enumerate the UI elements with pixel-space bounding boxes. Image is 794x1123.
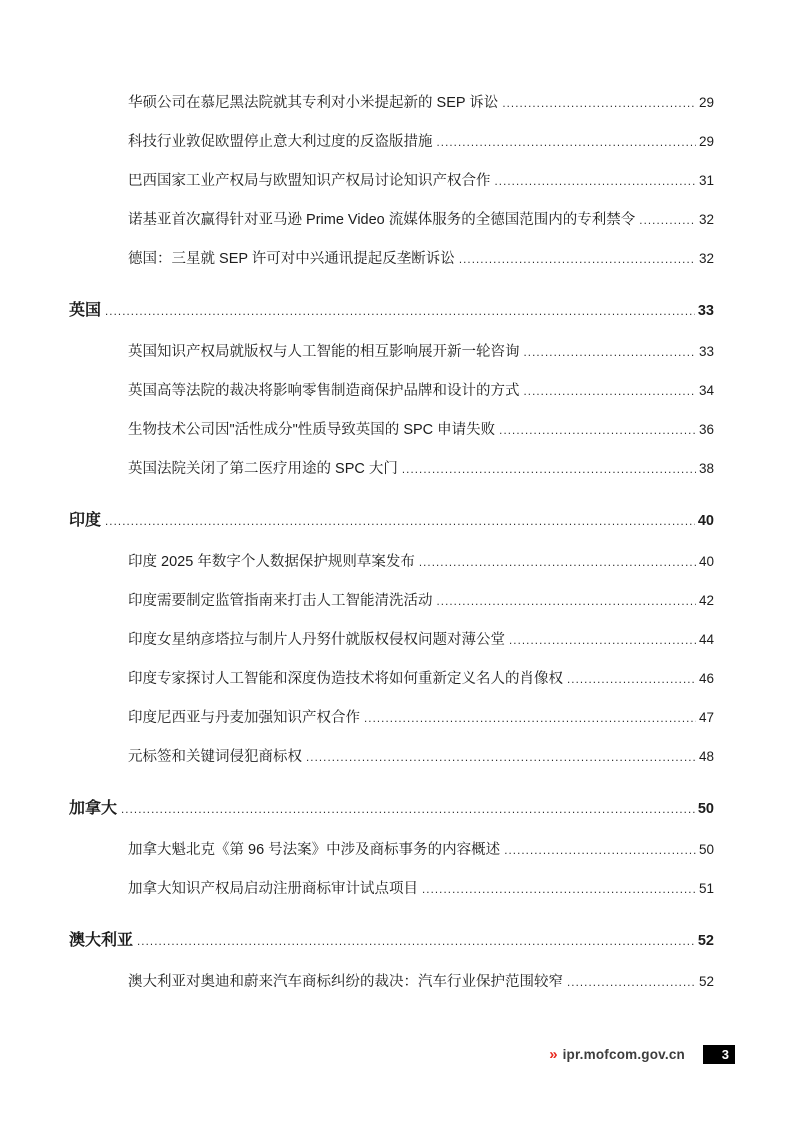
toc-entry-title: 英国知识产权局就版权与人工智能的相互影响展开新一轮咨询 [128,344,520,360]
dot-leader [419,554,696,572]
toc-entry-title: 诺基亚首次赢得针对亚马逊 Prime Video 流媒体服务的全德国范围内的专利禁令 [128,212,636,228]
toc-entry-page: 42 [698,593,714,608]
dot-leader [437,593,696,611]
toc-entry-page: 40 [698,554,714,569]
dot-leader [306,749,696,767]
toc-section-page: 50 [697,801,714,817]
toc-entry[interactable] [69,343,714,361]
page-number-badge: 3 [703,1045,735,1064]
dot-leader [639,212,696,230]
dot-leader [524,383,696,401]
toc-entry-page: 47 [698,710,714,725]
dot-leader [105,301,695,323]
toc-entry-page: 33 [698,344,714,359]
toc-entry[interactable] [69,460,714,478]
toc-entry-page: 32 [698,251,714,266]
toc-entry[interactable] [69,250,714,268]
dot-leader [509,632,696,650]
toc-section-page: 52 [697,933,714,949]
toc-entry[interactable] [69,172,714,190]
toc-entry[interactable] [69,709,714,727]
toc-entry-page: 44 [698,632,714,647]
toc-entry-page: 38 [698,461,714,476]
table-of-contents [69,94,714,991]
toc-entry[interactable] [69,973,714,991]
toc-section-heading[interactable] [69,930,714,952]
dot-leader [364,710,696,728]
dot-leader [402,461,696,479]
toc-entry[interactable] [69,382,714,400]
toc-entry-title: 加拿大魁北克《第 96 号法案》中涉及商标事务的内容概述 [128,842,501,858]
toc-entry-title: 英国法院关闭了第二医疗用途的 SPC 大门 [128,461,398,477]
toc-entry-title: 华硕公司在慕尼黑法院就其专利对小米提起新的 SEP 诉讼 [128,95,499,111]
toc-entry-title: 印度女星纳彦塔拉与制片人丹努什就版权侵权问题对薄公堂 [128,632,505,648]
toc-entry[interactable] [69,592,714,610]
double-chevron-icon: » [549,1046,557,1063]
toc-entry[interactable] [69,421,714,439]
toc-entry-page: 48 [698,749,714,764]
toc-entry-title: 印度尼西亚与丹麦加强知识产权合作 [128,710,360,726]
dot-leader [524,344,696,362]
dot-leader [499,422,696,440]
toc-entry-title: 英国高等法院的裁决将影响零售制造商保护品牌和设计的方式 [128,383,520,399]
toc-section-page: 33 [697,303,714,319]
toc-section-title: 加拿大 [69,800,118,817]
toc-entry-page: 31 [698,173,714,188]
dot-leader [422,881,696,899]
dot-leader [437,134,696,152]
dot-leader [504,842,696,860]
toc-entry[interactable] [69,841,714,859]
toc-entry-page: 34 [698,383,714,398]
toc-entry[interactable] [69,133,714,151]
toc-entry-title: 生物技术公司因"活性成分"性质导致英国的 SPC 申请失败 [128,422,496,438]
toc-entry-title: 巴西国家工业产权局与欧盟知识产权局讨论知识产权合作 [128,173,491,189]
toc-entry-title: 澳大利亚对奥迪和蔚来汽车商标纠纷的裁决：汽车行业保护范围较窄 [128,974,563,990]
dot-leader [459,251,696,269]
toc-section-title: 英国 [69,302,102,319]
toc-entry-title: 元标签和关键词侵犯商标权 [128,749,302,765]
toc-entry-page: 29 [698,95,714,110]
dot-leader [495,173,696,191]
dot-leader [502,95,696,113]
dot-leader [567,974,696,992]
toc-section-heading[interactable] [69,300,714,322]
dot-leader [105,511,695,533]
toc-entry-page: 46 [698,671,714,686]
footer-url: ipr.mofcom.gov.cn [562,1047,685,1062]
toc-entry-page: 51 [698,881,714,896]
toc-section-title: 印度 [69,512,102,529]
toc-section-heading[interactable] [69,798,714,820]
toc-entry-title: 印度专家探讨人工智能和深度伪造技术将如何重新定义名人的肖像权 [128,671,563,687]
toc-section-page: 40 [697,513,714,529]
toc-section-title: 澳大利亚 [69,932,134,949]
toc-entry-title: 德国：三星就 SEP 许可对中兴通讯提起反垄断诉讼 [128,251,455,267]
toc-entry[interactable] [69,553,714,571]
toc-entry[interactable] [69,631,714,649]
toc-entry-page: 36 [698,422,714,437]
toc-entry-title: 科技行业敦促欧盟停止意大利过度的反盗版措施 [128,134,433,150]
toc-entry[interactable] [69,94,714,112]
toc-entry[interactable] [69,748,714,766]
dot-leader [567,671,696,689]
toc-entry-title: 印度 2025 年数字个人数据保护规则草案发布 [128,554,415,570]
toc-section-heading[interactable] [69,510,714,532]
dot-leader [121,799,695,821]
toc-entry-page: 32 [698,212,714,227]
toc-entry[interactable] [69,211,714,229]
toc-entry[interactable] [69,880,714,898]
toc-entry-page: 50 [698,842,714,857]
toc-entry-title: 加拿大知识产权局启动注册商标审计试点项目 [128,881,418,897]
dot-leader [137,931,695,953]
page-footer [549,1045,735,1064]
toc-entry[interactable] [69,670,714,688]
toc-entry-page: 29 [698,134,714,149]
toc-entry-page: 52 [698,974,714,989]
toc-entry-title: 印度需要制定监管指南来打击人工智能清洗活动 [128,593,433,609]
